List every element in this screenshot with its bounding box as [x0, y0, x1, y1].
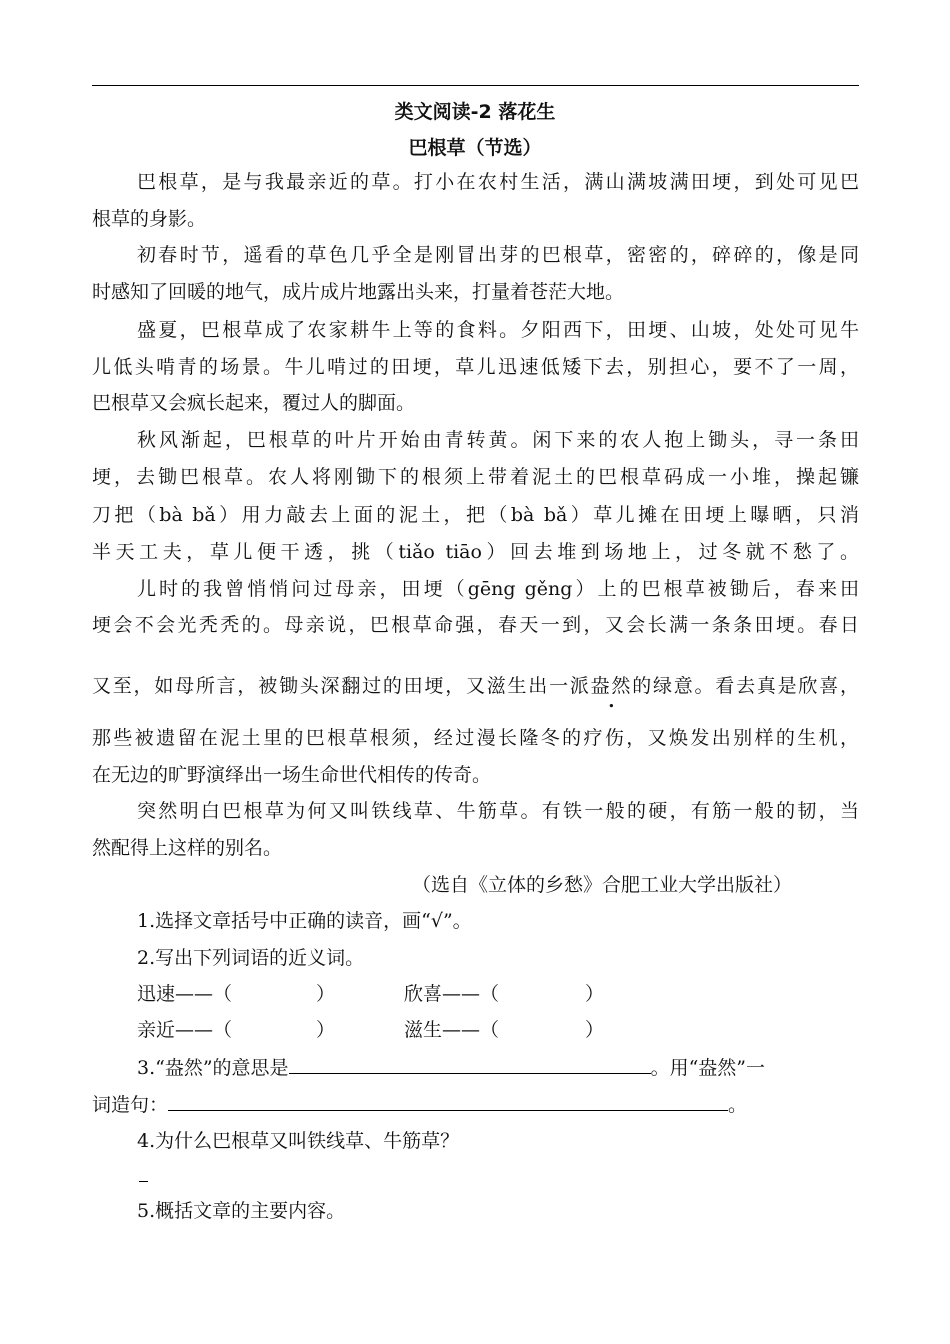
- article-line: 秋风渐起，巴根草的叶片开始由青转黄。闲下来的农人抱上锄头，寻一条田: [137, 429, 859, 451]
- answer-blank-sentence[interactable]: [168, 1092, 728, 1111]
- question-2: 2.写出下列词语的近义词。: [137, 947, 365, 969]
- article-line: 那些被遗留在泥土里的巴根草根须，经过漫长隆冬的疗伤，又焕发出别样的生机，: [92, 727, 859, 749]
- synonym-close-c: ）: [316, 1019, 336, 1041]
- article-line: 突然明白巴根草为何又叫铁线草、牛筋草。有铁一般的硬，有筋一般的韧，当: [137, 800, 859, 822]
- synonym-item-a: [137, 982, 337, 1006]
- synonym-close-d: ）: [585, 1019, 605, 1041]
- article-line: 刀把（bà bǎ）用力敲去上面的泥土，把（bà bǎ）草儿摊在田埂上曝晒，只消: [92, 504, 859, 526]
- question-3-end: 。: [728, 1094, 748, 1116]
- answer-blank-meaning[interactable]: [289, 1055, 651, 1074]
- synonym-close-a: ）: [316, 983, 336, 1005]
- article-line: 儿时的我曾悄悄问过母亲，田埂（gēng gěng）上的巴根草被锄后，春来田: [137, 578, 859, 600]
- question-4: 4.为什么巴根草又叫铁线草、牛筋草？: [137, 1130, 460, 1152]
- synonym-label: 欣喜——（: [404, 983, 500, 1005]
- article-line: 巴根草又会疯长起来，覆过人的脚面。: [92, 392, 416, 414]
- article-line: 在无边的旷野演绎出一场生命世代相传的传奇。: [92, 764, 492, 786]
- article-line-dotted: [92, 674, 859, 698]
- synonym-close-b: ）: [585, 983, 605, 1005]
- article-line: 儿低头啃青的场景。牛儿啃过的田埂，草儿迅速低矮下去，别担心，要不了一周，: [92, 356, 859, 378]
- question-3-sentence-label: 词造句：: [92, 1094, 169, 1116]
- synonym-label: 亲近——（: [137, 1019, 233, 1041]
- synonym-label: 迅速——（: [137, 983, 233, 1005]
- top-rule: [92, 85, 859, 86]
- article-line: 盛夏，巴根草成了农家耕牛上等的食料。夕阳西下，田埂、山坡，处处可见牛: [137, 319, 859, 341]
- question-3-line2: [92, 1092, 859, 1117]
- dotted-word: 盎然: [590, 675, 633, 697]
- synonym-item-b: [404, 982, 604, 1006]
- question-1: 1.选择文章括号中正确的读音，画“√”。: [137, 910, 472, 932]
- page-title: 类文阅读-2 落花生: [394, 101, 556, 123]
- article-text: 的绿意。看去真是欣喜，: [632, 675, 859, 697]
- question-5: 5.概括文章的主要内容。: [137, 1200, 346, 1222]
- article-line: 然配得上这样的别名。: [92, 837, 283, 859]
- article-line: 时感知了回暖的地气，成片成片地露出头来，打量着苍茫大地。: [92, 281, 625, 303]
- article-line: 根草的身影。: [92, 208, 207, 230]
- question-3-mid: 。用“盎然”一: [650, 1057, 765, 1079]
- article-title: 巴根草（节选）: [408, 137, 542, 159]
- synonym-item-c: [137, 1018, 337, 1042]
- article-line: 埂会不会光秃秃的。母亲说，巴根草命强，春天一到，又会长满一条条田埂。春日: [92, 614, 859, 636]
- article-line: 初春时节，遥看的草色几乎全是刚冒出芽的巴根草，密密的，碎碎的，像是同: [137, 244, 859, 266]
- article-line: 巴根草，是与我最亲近的草。打小在农村生活，满山满坡满田埂，到处可见巴: [137, 171, 859, 193]
- article-text: 又至，如母所言，被锄头深翻过的田埂，又滋生出一派: [92, 675, 591, 697]
- article-source: （选自《立体的乡愁》合肥工业大学出版社）: [412, 874, 793, 896]
- synonym-label: 滋生——（: [404, 1019, 500, 1041]
- article-line: 半天工夫，草儿便干透，挑（tiǎo tiāo）回去堆到场地上，过冬就不愁了。: [92, 541, 859, 563]
- synonym-item-d: [404, 1018, 604, 1042]
- article-line: 埂，去锄巴根草。农人将刚锄下的根须上带着泥土的巴根草码成一小堆，操起镰: [92, 466, 859, 488]
- question-3: [137, 1055, 859, 1080]
- answer-mark: [139, 1181, 148, 1182]
- question-3-prompt: 3.“盎然”的意思是: [137, 1057, 289, 1079]
